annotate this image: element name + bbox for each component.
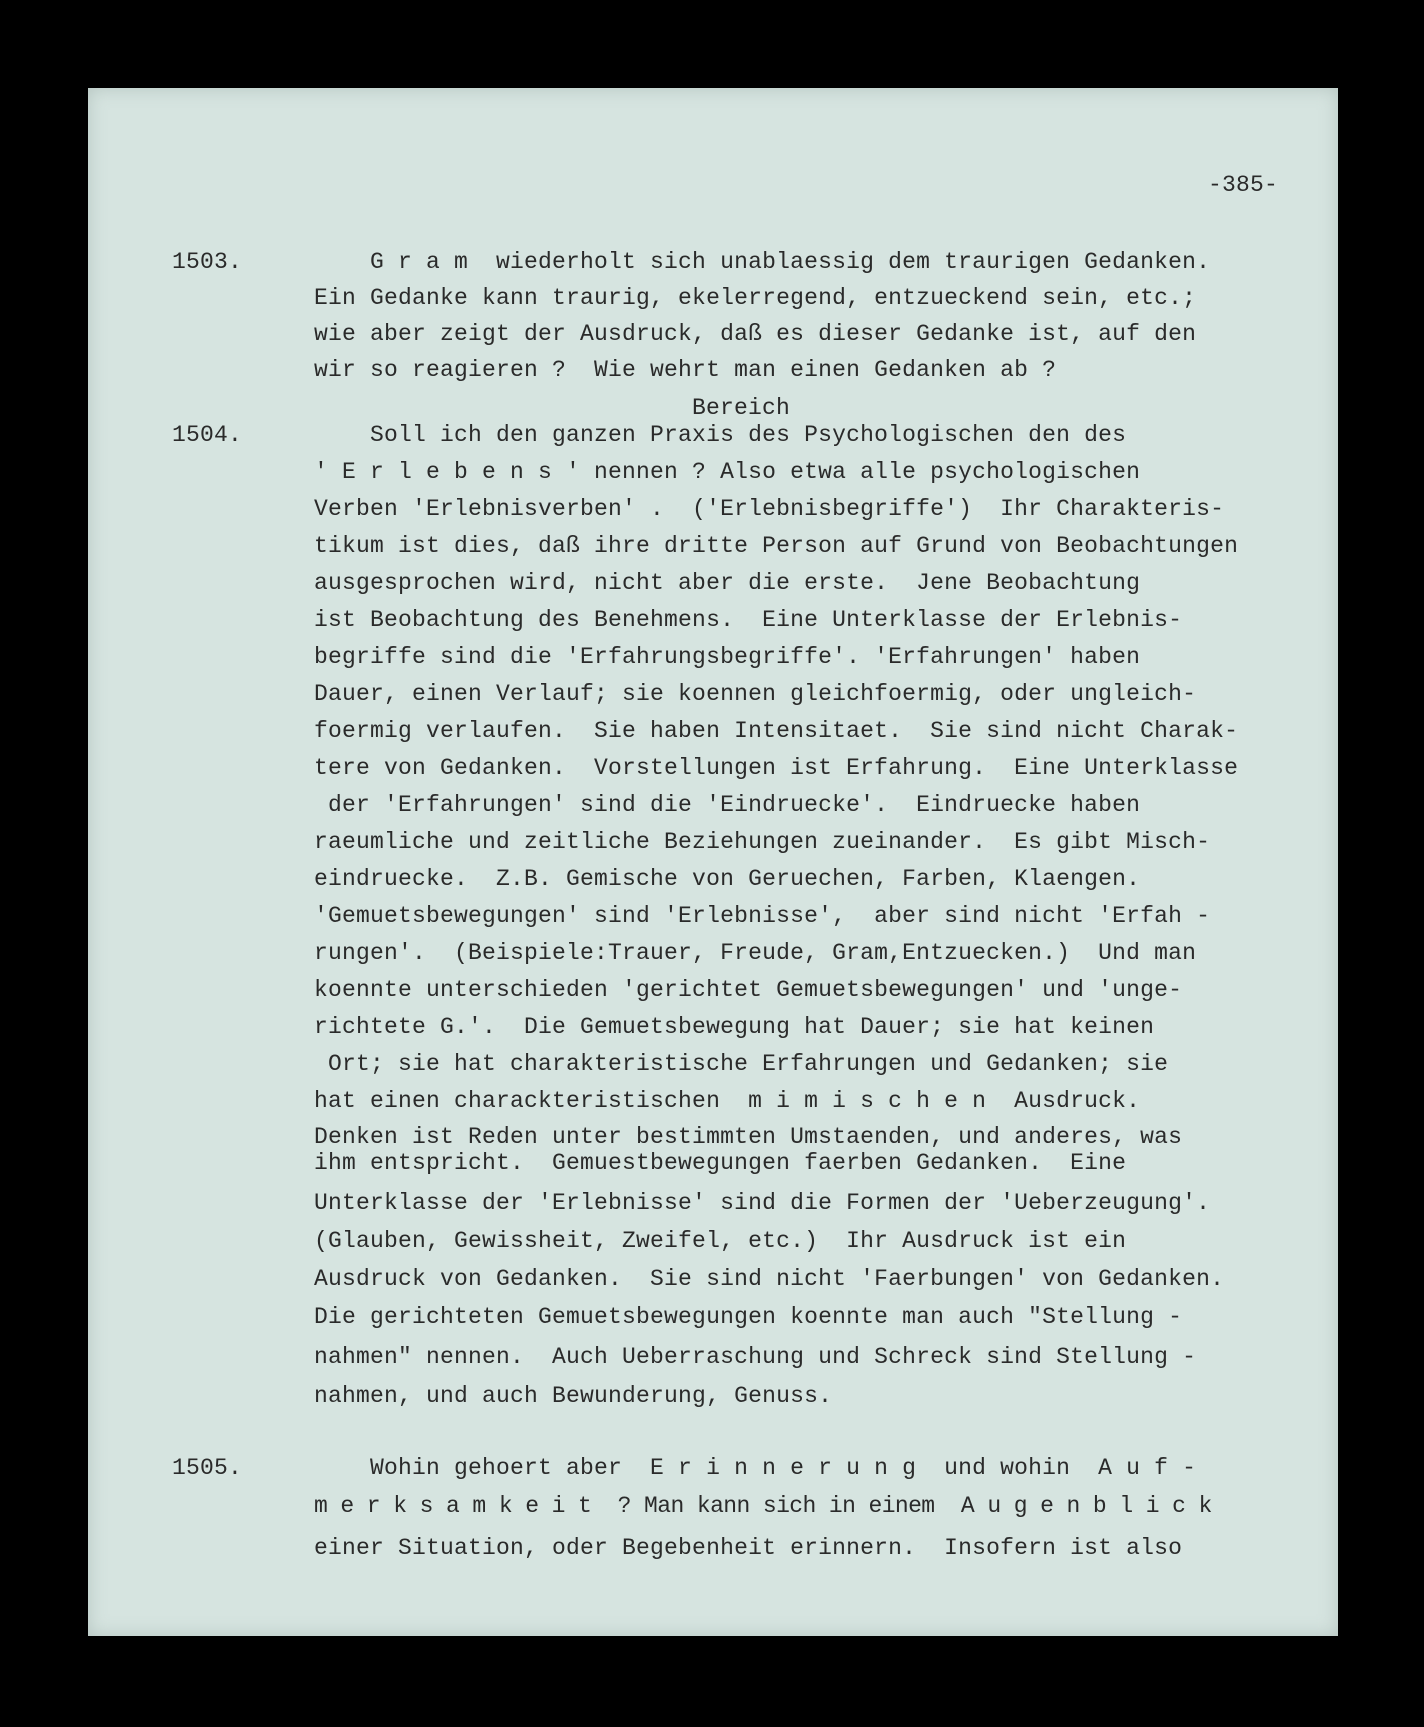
text-line: (Glauben, Gewissheit, Zweifel, etc.) Ihr Ausdruck ist ein xyxy=(314,1228,1127,1254)
text-line: tere von Gedanken. Vorstellungen ist Erfahrung. Eine Unterklasse xyxy=(314,755,1239,781)
page-number: -385- xyxy=(1208,172,1279,198)
text-line: nahmen, und auch Bewunderung, Genuss. xyxy=(314,1383,833,1409)
text-line: Ausdruck von Gedanken. Sie sind nicht 'Faerbungen' von Gedanken. xyxy=(314,1266,1225,1292)
text-line: 'Gemuetsbewegungen' sind 'Erlebnisse', aber sind nicht 'Erfah - xyxy=(314,903,1211,929)
text-line: ausgesprochen wird, nicht aber die erste. Jene Beobachtung xyxy=(314,570,1141,596)
text-line: wir so reagieren ? Wie wehrt man einen Gedanken ab ? xyxy=(314,357,1057,383)
text-line: eindruecke. Z.B. Gemische von Geruechen, Farben, Klaengen. xyxy=(314,866,1141,892)
text-line: nahmen" nennen. Auch Ueberraschung und Schreck sind Stellung - xyxy=(314,1344,1197,1370)
text-line: Verben 'Erlebnisverben' . ('Erlebnisbegriffe') Ihr Charakteris- xyxy=(314,496,1225,522)
text-line: Unterklasse der 'Erlebnisse' sind die Formen der 'Ueberzeugung'. xyxy=(314,1190,1211,1216)
text-line: einer Situation, oder Begebenheit erinnern. Insofern ist also xyxy=(314,1535,1183,1561)
text-line: begriffe sind die 'Erfahrungsbegriffe'. 'Erfahrungen' haben xyxy=(314,644,1141,670)
text-line: wie aber zeigt der Ausdruck, daß es dieser Gedanke ist, auf den xyxy=(314,321,1197,347)
text-line: Ein Gedanke kann traurig, ekelerregend, entzueckend sein, etc.; xyxy=(314,285,1197,311)
text-line: rungen'. (Beispiele:Trauer, Freude, Gram,Entzuecken.) Und man xyxy=(314,940,1197,966)
text-line: G r a m wiederholt sich unablaessig dem traurigen Gedanken. xyxy=(314,249,1211,275)
paragraph-number-1503: 1503. xyxy=(172,249,243,275)
paragraph-number-1505: 1505. xyxy=(172,1455,243,1481)
text-line: ihm entspricht. Gemuestbewegungen faerben Gedanken. Eine xyxy=(314,1150,1127,1176)
handwritten-insertion: Bereich xyxy=(692,395,791,421)
text-line: ist Beobachtung des Benehmens. Eine Unterklasse der Erlebnis- xyxy=(314,607,1183,633)
paragraph-number-1504: 1504. xyxy=(172,422,243,448)
text-line: Soll ich den ganzen Praxis des Psychologischen den des xyxy=(314,422,1127,448)
text-line: Die gerichteten Gemuetsbewegungen koennte man auch "Stellung - xyxy=(314,1304,1183,1330)
text-line: raeumliche und zeitliche Beziehungen zueinander. Es gibt Misch- xyxy=(314,829,1211,855)
text-line: ' E r l e b e n s ' nennen ? Also etwa alle psychologischen xyxy=(314,459,1141,485)
text-line: der 'Erfahrungen' sind die 'Eindruecke'. Eindruecke haben xyxy=(314,792,1141,818)
text-line: Denken ist Reden unter bestimmten Umstaenden, und anderes, was xyxy=(314,1124,1183,1150)
text-line: richtete G.'. Die Gemuetsbewegung hat Dauer; sie hat keinen xyxy=(314,1014,1155,1040)
text-line: Ort; sie hat charakteristische Erfahrungen und Gedanken; sie xyxy=(314,1051,1169,1077)
text-line: koennte unterschieden 'gerichtet Gemuetsbewegungen' und 'unge- xyxy=(314,977,1183,1003)
text-line: m e r k s a m k e i t ? Man kann sich in einem A u g e n b l i c k xyxy=(314,1493,1212,1519)
text-line: Dauer, einen Verlauf; sie koennen gleichfoermig, oder ungleich- xyxy=(314,681,1197,707)
text-line: hat einen charackteristischen m i m i s c h e n Ausdruck. xyxy=(314,1088,1141,1114)
text-line: tikum ist dies, daß ihre dritte Person auf Grund von Beobachtungen xyxy=(314,533,1239,559)
text-line: Wohin gehoert aber E r i n n e r u n g und wohin A u f - xyxy=(314,1455,1197,1481)
text-line: foermig verlaufen. Sie haben Intensitaet. Sie sind nicht Charak- xyxy=(314,718,1239,744)
